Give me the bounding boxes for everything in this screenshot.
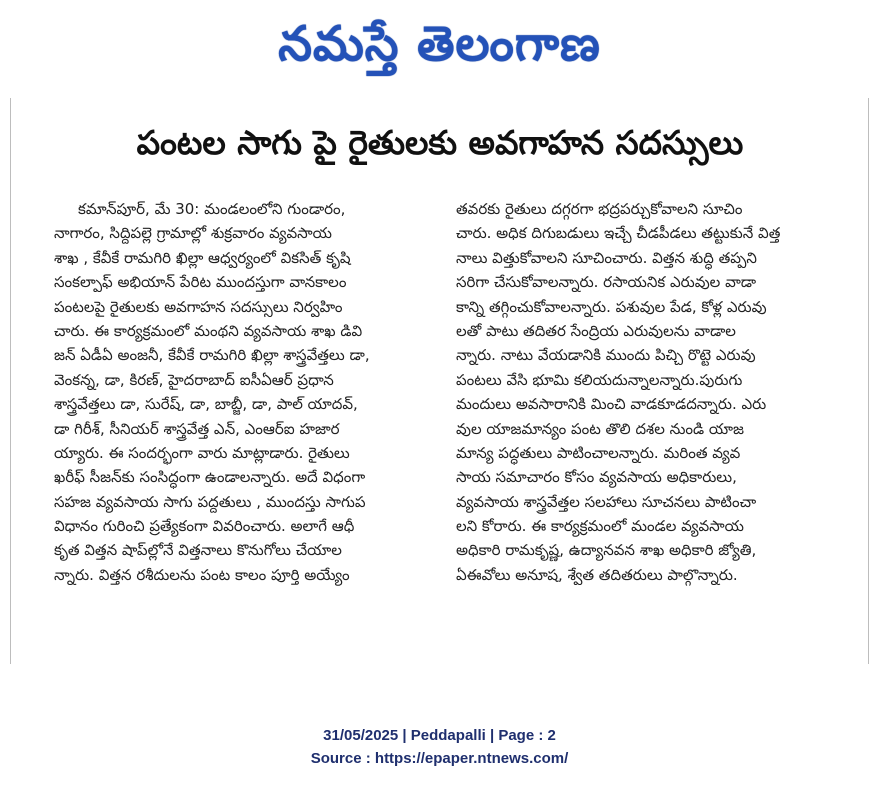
article-headline: పంటల సాగు పై రైతులకు అవగాహన సదస్సులు	[136, 123, 744, 162]
article-line: కమాన్‌పూర్, మే 30: మండలంలోని గుండారం,	[78, 200, 346, 218]
article-line: తవరకు రైతులు దగ్గరగా భద్రపర్చుకోవాలని సూచిం	[456, 200, 743, 218]
article-line: లతో పాటు తదితర సేంద్రియ ఎరువులను వాడాల	[456, 321, 736, 340]
article-line: సంకల్పాఫ్ అభియాన్ పేరిట ముందస్తుగా వానకాలం	[54, 273, 347, 292]
article-line: విధానం గురించి ప్రత్యేకంగా వివరించారు. అలాగే ఆధీ	[54, 517, 355, 536]
article-line: సరిగా చేసుకోవాలన్నారు. రసాయనిక ఎరువుల వాడా	[456, 273, 757, 292]
article-line: చారు. ఈ కార్యక్రమంలో మంథని వ్యవసాయ శాఖ డివి	[54, 321, 363, 340]
article-line: మాన్య పద్ధతులు పాటించాలన్నారు. మరింత వ్యవ	[456, 443, 741, 462]
article-line: లని కోరారు. ఈ కార్యక్రమంలో మండల వ్యవసాయ	[456, 517, 744, 536]
article-line: మందులు అవసారానికి మించి వాడకూడదన్నారు. ఎరు	[456, 395, 767, 414]
article-line: న్నారు. విత్తన రశీదులను పంట కాలం పూర్తి అయ్యేం	[54, 565, 350, 584]
article-line: సహజ వ్యవసాయ సాగు పద్దతులు , ముందస్తు సాగుప	[54, 492, 366, 511]
article-line: డా గిరీశ్, సీనియర్ శాస్త్రవేత్త ఎన్, ఎంఆర్ఐ హజార	[54, 419, 340, 438]
article-line: ఏఈవోలు అనూష, శ్వేత తదితరులు పాల్గొన్నారు.	[456, 565, 738, 584]
footer-source: Source : https://epaper.ntnews.com/	[310, 750, 569, 767]
article-line: పంటలపై రైతులకు అవగాహన సదస్సులు నిర్వహిం	[54, 297, 343, 316]
article-line: కాన్ని తగ్గించుకోవాలన్నారు. పశువుల పేడ, కోళ్ల ఎరువు	[456, 297, 767, 316]
article-line: పంటలు వేసి భూమి కలియదున్నాలన్నారు.పురుగు	[456, 370, 743, 389]
article-line: అధికారి రామకృష్ణ, ఉద్యానవన శాఖ అధికారి జ్యోతి,	[456, 541, 757, 560]
article-column-right	[456, 197, 820, 587]
article-line: సాయ సమాచారం కోసం వ్యవసాయ అధికారులు,	[456, 468, 737, 487]
masthead-logo-text: నమస్తే తెలంగాణ	[278, 16, 601, 72]
article-line: ఖరీఫ్ సీజన్‌కు సంసిద్ధంగా ఉండాలన్నారు. అదే విధంగా	[54, 468, 366, 487]
newspaper-masthead	[0, 6, 879, 82]
article-line: నాలు విత్తుకోవాలని సూచించారు. విత్తన శుద్ధి తప్పని	[456, 248, 757, 267]
article-line: జన్ ఏడీఏ అంజనీ, కేవీకే రామగిరి ఖిల్లా శాస్త్రవేత్తలు డా,	[54, 346, 370, 365]
article-line: చారు. అధిక దిగుబడులు ఇచ్చే చీడపీడలు తట్టుకునే విత్త	[456, 224, 781, 243]
article-line: శాఖ , కేవీకే రామగిరి ఖిల్లా ఆధ్వర్యంలో వికసిత్ కృషి	[54, 248, 351, 267]
article-line: నాగారం, సిద్దిపల్లె గ్రామాల్లో శుక్రవారం వ్యవసాయ	[54, 224, 332, 243]
article-line: య్యారు. ఈ సందర్భంగా వారు మాట్లాడారు. రైతులు	[54, 443, 350, 462]
article-line: శాస్త్రవేత్తలు డా, సురేష్, డా, బాబ్జీ, డా, పాల్ యాదవ్,	[54, 395, 358, 414]
article-column-left	[54, 197, 438, 587]
footer-date-edition: 31/05/2025 | Peddapalli | Page : 2	[323, 727, 556, 744]
article-line: న్నారు. నాటు వేయడానికి ముందు పిచ్చి రొట్టె ఎరువు	[456, 346, 756, 365]
article-line: కృత విత్తన షాప్‌ల్లోనే విత్తనాలు కొనుగోలు చేయాల	[54, 541, 342, 560]
article-line: వెంకన్న, డా, కిరణ్, హైదరాబాద్ ఐసీఏఆర్ ప్రధాన	[54, 370, 334, 389]
article-line: వుల యాజమాన్యం పంట తొలి దశల నుండి యాజ	[456, 419, 744, 438]
article-line: వ్యవసాయ శాస్త్రవేత్తల సలహాలు సూచనలు పాటించా	[456, 492, 757, 511]
